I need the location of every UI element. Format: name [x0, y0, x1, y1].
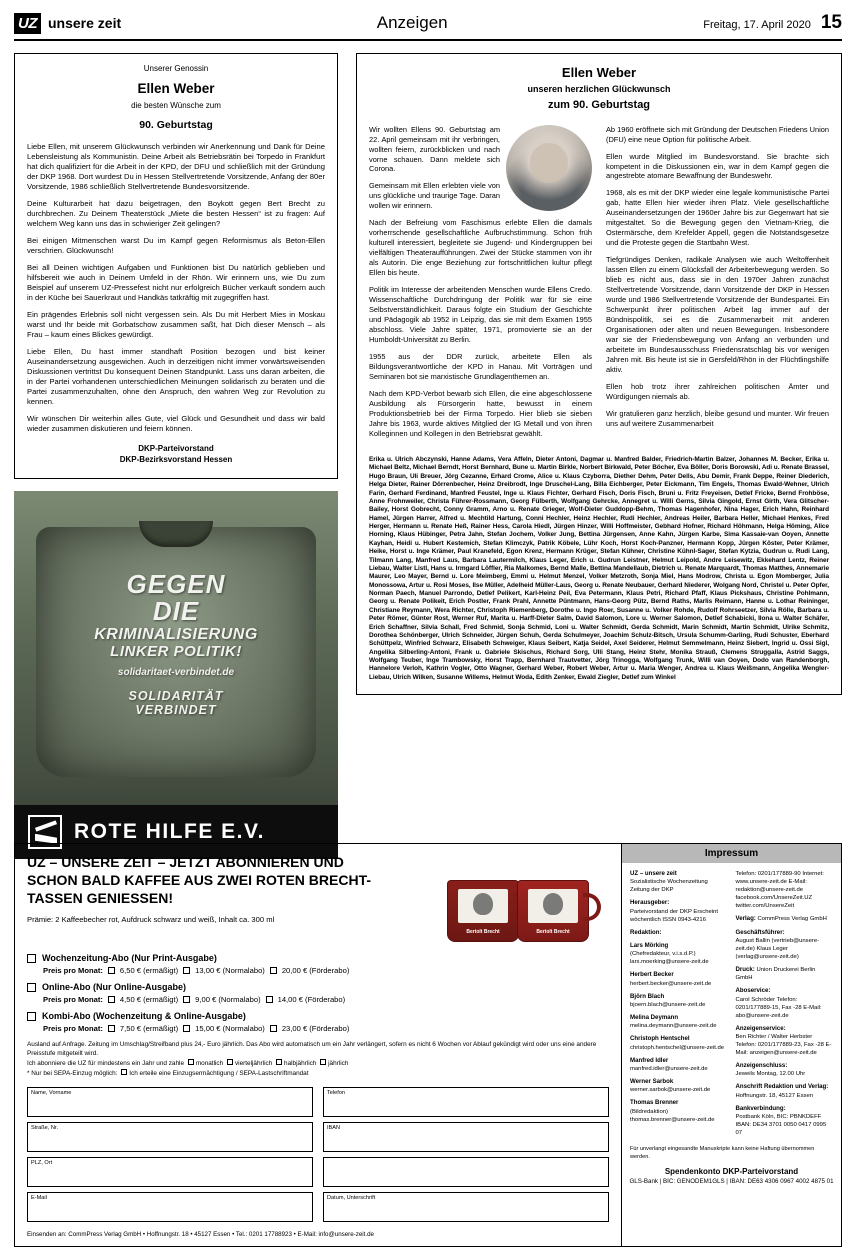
checkbox-icon[interactable] — [276, 1059, 282, 1065]
impressum-note: Für unverlangt eingesandte Manuskripte kann keine Haftung übernommen werden. — [630, 1146, 815, 1160]
form-column-right — [323, 1087, 609, 1227]
impressum-contact: Telefon: 0201/177889-90 Internet: www.unsere-zeit.de E-Mail: redaktion@unsere-zeit.de facebook.com/UnsereZeit.UZ twitter.com/UnsereZeit — [735, 871, 824, 910]
price-row-online — [43, 995, 609, 1004]
ad-paragraph: Nach dem KPD-Verbot bewarb sich Ellen, die eine abgeschlossene Ausbildung als Fürsorgerin hatte, bewusst in einem Produktionsbetrieb bei der Firma Torpedo. Hier blieb sie sieben Jahre bis 1963, wurde aktives Mitglied der IG Metall und von ihren Kolleginnen und Kollegen in den Betriebsrat gewählt. — [369, 389, 592, 439]
ad-paragraph: Nach der Befreiung vom Faschismus erlebte Ellen die damals vorherrschende gesellschaftliche Aufbruchstimmung. Schon früh kulturell interessiert, begleitete sie Jugend- und Kindergruppen bei vielfältigen Theateraufführungen. Zwei der Stücke stammen von ihr als Autorin. Die enge Beziehung zur fortschrittlichen kultur pflegt Ellen bis heute. — [369, 218, 592, 278]
impressum-entry — [736, 987, 834, 1019]
issue-date: Freitag, 17. April 2020 — [703, 19, 811, 31]
impressum-entry-body: Carol Schröder Telefon: 0201/177889-15, Fax -28 E-Mail: abo@unsere-zeit.de — [735, 996, 822, 1019]
impressum-entry-head: Geschäftsführer: — [735, 928, 785, 936]
mug-label: Bertolt Brecht — [536, 929, 570, 936]
impressum-column-right — [736, 870, 834, 1142]
impressum-entry-body: werner.sarbok@unsere-zeit.de — [630, 1087, 711, 1094]
impressum-entry-head: Herausgeber: — [630, 899, 670, 907]
poster-url: solidaritaet-verbindet.de — [117, 666, 235, 678]
impressum-columns — [622, 863, 841, 1142]
sepa-note: * Nur bei SEPA-Einzug möglich: — [27, 1070, 118, 1078]
price-option: 23,00 € (Förderabo) — [281, 1024, 350, 1034]
impressum-entry-head: Lars Mörking — [630, 942, 669, 950]
mug-label: Bertolt Brecht — [466, 929, 500, 936]
impressum-entry-body: melina.deymann@unsere-zeit.de — [630, 1023, 717, 1030]
payment-option: jährlich — [328, 1060, 349, 1068]
ad-honoree-name: Ellen Weber — [561, 65, 637, 80]
mug-right — [517, 880, 589, 942]
impressum-entry-head: Herbert Becker — [630, 971, 674, 979]
payment-option: halbjährlich — [284, 1060, 317, 1068]
impressum-entry — [630, 1035, 728, 1051]
impressum-entry — [736, 1105, 834, 1137]
impressum-entry-body: Sozialistische Wochenzeitung Zeitung der DKP — [630, 879, 708, 894]
impressum-column-left — [630, 870, 728, 1142]
page-number: 15 — [820, 12, 842, 33]
right-column — [356, 53, 842, 859]
ad-paragraph: Politik im Interesse der arbeitenden Menschen wurde Ellens Credo. Wissenschaftliche Durchdringung der Politik war für sie eine Selbstverständlichkeit. Daraus folgte ein Studium der Geschichte und Pädagogik ab 1952 in Leipzig, das sie mit dem Examen 1955 abschloss. Viele Jahre später, 1971, promovierte sie an der Humboldt-Universität zu Berlin. — [369, 285, 592, 345]
payment-option: monatlich — [195, 1060, 224, 1068]
impressum-entry-body: Postbank Köln, BIC: PBNKDEFF IBAN: DE34 3701 0050 0417 0995 07 — [735, 1113, 827, 1136]
ad-signatories-list: Erika u. Ulrich Abczynski, Hanne Adams, Vera Affeln, Dieter Antoni, Dagmar u. Manfred Balder, Friedrich-Martin Balzer, Johannes M. Becker, Erika u. Michael Beltz, Michael Berndt, Horst Bernhard, Bune u. Martin Birkle, Norbert Birkwald, Peter Böcher, Eva Böller, Doris Borowski, Adi u. Renate Brassel, Hugo Braun, Uli Breuer, Jörg Cezanne, Erhard Crome, Alice u. Klaus Czyborra, Diether Dehm, Peter Dells, Abu Demir, Frank Deppe, Reiner Diederich, Helga Dieter, Rainer Dörrenbecher, Heinz Dreibrodt, Inge Druschel-Lang, Billa Eichberger, Peter Eickmann, Tim Engels, Thomas Ewald-Wehner, Ulrich Farin, Gerhard Ferdinand, Manfred Feustel, Inge u. Klaus Fichter, Gerhard Fisch, Doris Fisch, Bruni u. Fritz Freyeisen, Detlef Fricke, Bernd Frohböse, Anne Frohnweiler, Christa Führer-Rossmann, Georg Fülberth, Wolfgang Gehrcke, Annegret u. Willi Gerns, Silvia Gingold, Ernst Girth, Vera Glitscher-Bailey, Horst Gobrecht, Conny Gramm, Arno u. Renate Grieger, Wolf-Dieter Guddopp-Behm, Thomas Hagenhofer, Nina Hager, Erich Hahn, Reinhard Hamel, Jürgen Harrer, Alfred u. Mechtild Hartung, Conni Hechler, Heinz Hechler, Rudi Hechler, Andreas Heiler, Barbara Heller, Michael Henkes, Fred Herger, Hermann u. Renate Heß, Rainer Hess, Carola Hiedl, Jürgen Hinzer, Willi Hoffmeister, Gebhard Hofner, Richard Höhmann, Helga Höming, Alice Horning, Klaus Hübinger, Petra Jahn, Stefan Jochem, Volker Jung, Bettina Jürgensen, Anne Kahn, Jürgen Karbe, Sima Kassaie-van Ooyen, Annette Kayhan, Heidi u. Hubert Kestemich, Stefan Klimczyk, Patrik Köbele, Lühr Koch, Horst Koch-Panzner, Hermann Kopp, Jürgen Köster, Peter Krämer, Heike, Horst u. Inge Krämer, Paul Kranefeld, Egon Krenz, Hermann Krüger, Stefan Kühner, Christine Kühnl-Sager, Stefan Kytzia, Gudrun u. Rudi Lang, Tilmann Lang, Manfred Laus, Barbara Lautermilch, Klaus Leger, Erich u. Gudrun Leistner, Helmut Leipold, Andre Leisewitz, Ekkehard Lentz, Reiner Liebau, Walter Listl, Hans u. Irmgard Löffler, Ria Malkomes, Bernd Malle, Bettina Mandellaub, Dietrich u. Renate Marquardt, Thomas Matthes, Annemarie Maurer, Leo Mayer, Bernd u. Lore Meimberg, Emmi u. Helmut Menzel, Volker Metzroth, Sonja Miel, Hans Modrow, Christa u. Egon Momberger, Julia Monossowa, Artur u. Rosi Moses, Ilse Müller, Adelheid Müller-Laus, Georg u. Renate Neubauer, Gerhard Niederer, Wolgang Nord, Christel u. Peter Opfer, Norman Paech, Manuel Parrondo, Detlef Pelikert, Karl-Heinz Peil, Eva Petermann, Klaus Petri, Richard Pfaff, Klaus Pickshaus, Christine Pohlmann, Georg u. Renate Polikeit, Erich Postler, Frank Prahl, Annette Püntmann, Hans-Georg Pütz, Bernd Raths, Marlis Reimann, Hanne u. Lothar Reininger, Christiane Reymann, Wera Richter, Christoph Riemenberg, Dorothe u. Ingo Roer, Susanne u. Volker Rohde, Rudolf Rohrseetzer, Silvia Rölle, Barbara u. Peter Römer, Günter Rost, Werner Ruf, Marita u. Harff-Dieter Salm, David Salomon, Lore u. Werner Salomon, Detlef Schabicki, Ilona u. Walter Schäfer, Erich Schaffner, Silvia Schall, Fred Schmid, Sonja Schmid, Loni u. Walter Schmidt, Gerda Schmidt, Marin Schmidt, Martin Schmidt, Ulrike Schmitz, Dorothea Schönberger, Ulrich Schneider, Jürgen Schuh, Gerda Schulmeyer, Joachim Schulz-Bitsch, Ursula Schumm-Garling, Rudi Schuster, Eberhard Schüttpelz, Winfried Schwarz, Elisabeth Schweiger, Klaus Seibert, Katja Seidel, Axel Seiderer, Helmut Semmelmann, Heinz Siebert, Ingrid u. Ossi Sigl, Angelika Silberling-Antoni, Frank u. Gabriele Skischus, Richard Sorg, Ulli Stang, Heinz Stehr, Monika Strauß, Clemens Struggalla, Astrid Saggs, Wolfgang Teuber, Inge Trambowsky, Horst Trapp, Bernhard Trautvetter, Jörg Trinogga, Wolfgang Trunk, Willi van Ooyen, Dodo van Randenborgh, Hannelore Verloh, Kathrin Vogler, Otto Wagner, Gerhard Weber, Robert Weber, Artur u. Maria Wenger, Andrea u. Klaus Weißmann, Angelika Wengler-Liebau, Ulrich Wilken, Susanne Willems, Helmut Woda, Edith Zenker, Ewald Ziegler, Detlef zum Winkel — [369, 456, 829, 681]
impressum-entry — [630, 929, 728, 937]
fineprint-line-3 — [27, 1069, 609, 1079]
impressum-entry — [630, 971, 728, 987]
checkbox-icon[interactable] — [227, 1059, 233, 1065]
impressum-entry-body: CommPress Verlag GmbH — [757, 916, 827, 923]
field-phone[interactable]: Telefon — [323, 1087, 609, 1117]
poster-line-5: SOLIDARITÄT — [128, 689, 224, 704]
impressum-entry — [630, 1057, 728, 1073]
fineprint-payment-intro: Ich abonniere die UZ für mindestens ein Jahr und zahle — [27, 1060, 185, 1068]
ad-paragraph: Ein prägendes Erlebnis soll nicht vergessen sein. Als Du mit Herbert Mies in Moskau warst und Ihr beide mit Gorbatschow zusammen saßt, hat Dich dieser Mensch – als Frau – kaum eines Blickes gewürdigt. — [27, 309, 325, 340]
option-label: Kombi-Abo (Wochenzeitung & Online-Ausgabe) — [42, 1011, 246, 1022]
checkbox-icon[interactable] — [320, 1059, 326, 1065]
field-email[interactable]: E-Mail — [27, 1192, 313, 1222]
impressum-entry-head: Verlag: — [735, 915, 756, 923]
poster-line-2: DIE — [152, 596, 200, 627]
checkbox-icon[interactable] — [121, 1069, 127, 1075]
impressum-entry — [630, 1014, 728, 1030]
sepa-option: Ich erteile eine Einzugsermächtigung / SEPA-Lastschriftmandat — [129, 1070, 309, 1078]
ad-paragraph: Liebe Ellen, Du hast immer standhaft Position bezogen und bist keiner Auseinandersetzung ausgewichen. Auch in derzeitigen nicht immer vorwärtsweisenden Diskussionen vertrittst Du konsequent Deinen Standpunkt. Lass uns daran arbeiten, die in der Partei vorhandenen unterschiedlichen Meinungen solidarisch zu beraten und die Partei zusammenzuhalten, ohne den Anspruch, den wahren Weg zur Revolution zu kennen. — [27, 347, 325, 407]
impressum-entry — [736, 1062, 834, 1078]
impressum-entry-body: manfred.idler@unsere-zeit.de — [630, 1065, 708, 1072]
ad-right-text-columns — [369, 125, 829, 447]
option-wochenzeitung-abo[interactable] — [27, 953, 609, 963]
impressum-entry — [630, 942, 728, 966]
ad-paragraph: Ellen hob trotz ihrer zahlreichen politischen Ämter und Würdigungen niemals ab. — [606, 382, 829, 402]
birthday-ad-left — [14, 53, 338, 479]
ad-paragraph: Tiefgründiges Denken, radikale Analysen wie auch Weltoffenheit lassen Ellen zu einem Glücksfall der Arbeiterbewegung werden. So blieb es nicht aus, dass sie in den 1970er Jahren zunächst Stellvertretende Vorsitzende, dann Vorsitzende der DKP in Hessen wurde und 1986 Stellvertretende Vorsitzende der Bundespartei. Ein Schwerpunkt ihrer politischen Arbeit lag immer auf der Bündnispolitik, sei es die Zusammenarbeit mit anderen Organisationen oder alten und neuen Bewegungen. Insbesondere war sie der Friedensbewegung von Anfang an verbunden und arbeitete im Bundesausschuss Friedensratschlag bis vor wenigen Jahren mit. Bis heute ist sie in Gersfeld/Rhön in der Flüchtlingshilfe aktiv. — [606, 255, 829, 375]
mug-left — [447, 880, 519, 942]
ad-greeting-line-2: zum 90. Geburtstag — [547, 99, 651, 112]
impressum-entry — [736, 1083, 834, 1099]
field-street[interactable]: Straße, Nr. — [27, 1122, 313, 1152]
signature-line: DKP-Parteivorstand — [138, 444, 214, 454]
subscription-form — [27, 1087, 609, 1227]
impressum-entry — [736, 929, 834, 961]
option-label: Online-Abo (Nur Online-Ausgabe) — [42, 982, 186, 993]
subscription-footer-address: Einsenden an: CommPress Verlag GmbH • Hoffnungstr. 18 • 45127 Essen • Tel.: 0201 17788923 • E-Mail: info@unsere-zeit.de — [27, 1231, 374, 1238]
impressum-entry-head: Anzeigenschluss: — [735, 1062, 788, 1069]
poster-line-6: VERBINDET — [135, 702, 217, 717]
ad-honoree-name: Ellen Weber — [137, 80, 215, 96]
ad-subline: die besten Wünsche zum — [131, 101, 221, 111]
impressum-entry-head: Anschrift Redaktion und Verlag: — [735, 1083, 829, 1091]
impressum-entry-body: Hoffnungstr. 18, 45127 Essen — [735, 1092, 814, 1099]
rote-hilfe-poster-ad — [14, 491, 338, 859]
ad-paragraph: Wir gratulieren ganz herzlich, bleibe gesund und munter. Wir freuen uns auf weitere Zusammenarbeit — [606, 409, 829, 429]
impressum-entry-body: August Ballin (vertrieb@unsere-zeit.de) Klaus Leger (verlag@unsere-zeit.de) — [735, 937, 820, 960]
price-option: 6,50 € (ermäßigt) — [119, 966, 179, 976]
poster-line-4: LINKER POLITIK! — [110, 643, 242, 661]
ad-left-body — [27, 142, 325, 434]
checkbox-icon[interactable] — [108, 1025, 115, 1032]
ad-text-column-2 — [606, 125, 829, 447]
checkbox-icon[interactable] — [27, 954, 36, 963]
impressum-entry — [630, 1099, 728, 1123]
brecht-portrait-icon — [543, 893, 563, 915]
field-name[interactable]: Name, Vorname — [27, 1087, 313, 1117]
impressum-entry-body: bjoern.blach@unsere-zeit.de — [630, 1002, 706, 1009]
masthead-left — [14, 13, 121, 34]
checkbox-icon[interactable] — [27, 1012, 36, 1021]
impressum-entry-body: Ben Richter / Walter Herbster Telefon: 0201/177889-23, Fax -28 E-Mail: anzeigen@unsere-zeit.de — [735, 1033, 832, 1056]
impressum-entry-body: (Chefredakteur, v.i.s.d.P.) lars.moerking@unsere-zeit.de — [630, 951, 709, 966]
subscription-headline: UZ – UNSERE ZEIT – JETZT ABONNIEREN UND SCHON BALD KAFFEE AUS ZWEI ROTEN BRECHT-TASSEN GENIESSEN! — [27, 854, 372, 906]
subscription-fineprint — [27, 1041, 609, 1079]
impressum-entry-head: Christoph Hentschel — [630, 1035, 690, 1043]
impressum-entry-head: Redaktion: — [630, 928, 662, 936]
ad-paragraph: 1968, als es mit der DKP wieder eine legale kommunistische Partei gab, hatte Ellen hier wieder ihren Platz. Viele gesellschaftliche Auseinandersetzungen der 1960er Jahre bis zur Gegenwart hat sie mitgestaltet. So die Bewegung gegen den Vietnam-Krieg, die Ostermärsche, dem Krefelder Appell, gegen die Notstandsgesetze und die Proteste gegen die Startbahn West. — [606, 188, 829, 248]
ad-paragraph: Ab 1960 eröffnete sich mit Gründung der Deutschen Friedens Union (DFU) eine neue Option für politische Arbeit. — [606, 124, 829, 144]
price-option: 14,00 € (Förderabo) — [277, 995, 346, 1005]
mug-handle — [583, 893, 601, 921]
impressum-entry-body: Union Druckerei Berlin GmbH — [735, 966, 816, 982]
ad-signature — [27, 444, 325, 466]
field-iban[interactable]: IBAN — [323, 1122, 609, 1152]
ad-left-header — [27, 64, 325, 133]
impressum-entry-body: herbert.becker@unsere-zeit.de — [630, 980, 712, 987]
price-row-kombi — [43, 1024, 609, 1033]
option-kombi-abo[interactable] — [27, 1011, 609, 1021]
payment-option: vierteljährlich — [234, 1060, 273, 1068]
checkbox-icon[interactable] — [270, 967, 277, 974]
signature-line: DKP-Bezirksvorstand Hessen — [119, 454, 233, 464]
impressum-entry-head: Anzeigenservice: — [735, 1024, 786, 1032]
newspaper-page — [0, 6, 856, 1255]
checkbox-icon[interactable] — [183, 996, 190, 1003]
ad-occasion: 90. Geburtstag — [139, 118, 213, 131]
impressum-entry — [630, 993, 728, 1009]
subscription-ad — [14, 843, 622, 1247]
ad-paragraph: Wir wünschen Dir weiterhin alles Gute, viel Glück und Gesundheit und dass wir bald wieder zusammen diskutieren und feiern können. — [27, 414, 325, 434]
checkbox-icon[interactable] — [188, 1059, 194, 1065]
fineprint-line-2 — [27, 1059, 609, 1069]
price-label: Preis pro Monat: — [43, 995, 103, 1005]
ad-right-header — [369, 64, 829, 113]
checkbox-icon[interactable] — [27, 983, 36, 992]
impressum-entry-body: Parteivorstand der DKP Erscheint wöchentlich ISSN 0943-4216 — [630, 908, 718, 923]
impressum-entry — [630, 870, 728, 894]
price-option: 9,00 € (Normalabo) — [195, 995, 261, 1005]
donation-title: Spendenkonto DKP-Parteivorstand — [664, 1167, 799, 1177]
poster-org-name: ROTE HILFE E.V. — [74, 819, 265, 843]
ad-paragraph: 1955 aus der DDR zurück, arbeitete Ellen als Bildungsverantwortliche der KPD in Hanau. Mit Vorträgen und Seminaren bot sie marxistische Grundlagenthemen an. — [369, 352, 592, 382]
ad-paragraph: Bei einigen Mitmenschen warst Du im Kampf gegen Reformismus als Beton-Ellen verschrien. Glückwunsch! — [27, 235, 325, 255]
impressum-entry-head: Manfred Idler — [630, 1056, 669, 1064]
ad-paragraph: Bei all Deinen wichtigen Aufgaben und Funktionen bist Du natürlich geblieben und hilfsbereit wie auch in Deinem Umfeld in der Rhön. Wir erinnern uns, wie Du zum Beispiel auf unserem UZ-Pressefest nicht nur erfolgreich Bücher verkauft sondern auch in der Küche bei Sauerkraut und Handkäs tatkräftig mit zugegriffen hast. — [27, 262, 325, 302]
masthead — [14, 6, 842, 41]
field-date-signature[interactable]: Datum, Unterschrift — [323, 1192, 609, 1222]
subscription-premium-note: Prämie: 2 Kaffeebecher rot, Aufdruck schwarz und weiß, Inhalt ca. 300 ml — [27, 914, 275, 924]
ad-text-column-1 — [369, 125, 592, 447]
impressum-entry-head: Werner Sarbok — [630, 1078, 674, 1085]
impressum-entry — [736, 966, 834, 982]
checkbox-icon[interactable] — [183, 1025, 190, 1032]
impressum-entry-head: Björn Blach — [630, 992, 665, 1000]
impressum-entry — [630, 899, 728, 923]
price-label: Preis pro Monat: — [43, 966, 103, 976]
price-option: 4,50 € (ermäßigt) — [119, 995, 179, 1005]
ad-paragraph: Ellen wurde Mitglied im Bundesvorstand. Sie brachte sich kompetent in die Diskussionen ein, war in dem Kampf gegen die angestrebte atomare Bewaffnung der Bundeswehr. — [606, 151, 829, 181]
portrait-photo — [506, 125, 592, 211]
ad-paragraph: Liebe Ellen, mit unserem Glückwunsch verbinden wir Anerkennung und Dank für Deine Lebensleistung als Kommunistin. Deine Arbeit als Betriebsrätin bei Torpedo in Frankfurt hat dich qualifiziert für die Arbeit in der KPD, der DFU und schließlich mit der Gründung der DKP 1968. Dort wurdest Du in Hessen Stellvertretende Vorsitzende, Anfang der 80er Vorsitzende, 1986 schließlich Stellvertretende Bundesvorsitzende. — [27, 141, 325, 191]
impressum-entry — [736, 1025, 834, 1057]
field-blank[interactable] — [323, 1157, 609, 1187]
impressum-entry-body: (Bildredaktion) thomas.brenner@unsere-zeit.de — [630, 1108, 715, 1123]
left-column — [14, 53, 338, 859]
section-title: Anzeigen — [376, 13, 448, 32]
mug-print — [458, 889, 508, 923]
field-zip-city[interactable]: PLZ, Ort — [27, 1157, 313, 1187]
impressum-entry — [630, 1078, 728, 1094]
poster-text — [14, 568, 338, 717]
ad-greeting-line-1: unseren herzlichen Glückwunsch — [527, 84, 671, 95]
impressum-entry-head: Bankverbindung: — [735, 1104, 786, 1112]
masthead-right — [703, 12, 842, 34]
price-label: Preis pro Monat: — [43, 1024, 103, 1034]
uz-logo: UZ — [14, 13, 41, 34]
checkbox-icon[interactable] — [270, 1025, 277, 1032]
checkbox-icon[interactable] — [183, 967, 190, 974]
fineprint-line-1: Ausland auf Anfrage. Zeitung im Umschlag/Streifband plus 24,- Euro jährlich. Das Abo wird automatisch um ein Jahr verlängert, sofern es nicht 6 Wochen vor Ablauf gekündigt wird oder uns eine andere Preisstufe mitgeteilt wird. — [27, 1041, 597, 1058]
impressum-title: Impressum — [622, 844, 841, 863]
form-column-left — [27, 1087, 313, 1227]
price-option: 13,00 € (Normalabo) — [195, 966, 265, 976]
option-label: Wochenzeitung-Abo (Nur Print-Ausgabe) — [42, 953, 217, 964]
ad-paragraph: Deine Kulturarbeit hat dazu beigetragen, den Boykott gegen Bert Brecht zu durchbrechen. Zu Deinem Theaterstück „Miete die besten Hessen“ ist zu fragen: Auf welchem Weg kann uns das in schwieriger Zeit gelingen? — [27, 198, 325, 228]
price-option: 15,00 € (Normalabo) — [195, 1024, 265, 1034]
ad-paragraph: Gemeinsam mit Ellen erlebten viele von uns glückliche und traurige Tage. Daran wollen wir erinnern. — [369, 181, 500, 211]
poster-line-3: KRIMINALISIERUNG — [94, 626, 258, 644]
impressum-entry-head: Thomas Brenner — [630, 1099, 679, 1107]
poster-line-1: GEGEN — [126, 568, 226, 599]
checkbox-icon[interactable] — [108, 967, 115, 974]
checkbox-icon[interactable] — [266, 996, 273, 1003]
price-option: 7,50 € (ermäßigt) — [119, 1024, 179, 1034]
impressum-entry-head: Druck: — [735, 965, 755, 973]
donation-iban: GLS-Bank | BIC: GENODEM1GLS | IBAN: DE63 4306 0967 4002 4875 01 — [629, 1178, 834, 1186]
main-columns — [14, 53, 842, 859]
option-online-abo[interactable] — [27, 982, 609, 992]
impressum-entry-head: Melina Deymann — [630, 1014, 679, 1022]
checkbox-icon[interactable] — [108, 996, 115, 1003]
impressum-entry-head: Aboservice: — [735, 987, 771, 995]
mug-print — [528, 889, 578, 923]
paper-name: unsere zeit — [48, 15, 122, 31]
ad-paragraph: Wir wollten Ellens 90. Geburtstag am 22. April gemeinsam mit ihr verbringen, wollten feiern, zurückblicken und nach vorne schauen. Dann meldete sich Corona. — [369, 124, 500, 174]
birthday-ad-right — [356, 53, 842, 695]
brecht-portrait-icon — [473, 893, 493, 915]
price-option: 20,00 € (Förderabo) — [281, 966, 350, 976]
impressum-entry — [736, 915, 834, 923]
impressum-box — [622, 843, 842, 1247]
ad-kicker: Unserer Genossin — [143, 64, 209, 73]
mugs-photo — [439, 854, 609, 946]
price-row-wochenzeitung — [43, 966, 609, 975]
subscription-top — [27, 854, 609, 946]
impressum-entry-body: christoph.hentschel@unsere-zeit.de — [630, 1044, 725, 1051]
bottom-section — [14, 843, 842, 1247]
impressum-entry-body: Jeweils Montag, 12.00 Uhr — [735, 1071, 806, 1078]
impressum-entry-head: UZ – unsere zeit — [630, 870, 677, 878]
